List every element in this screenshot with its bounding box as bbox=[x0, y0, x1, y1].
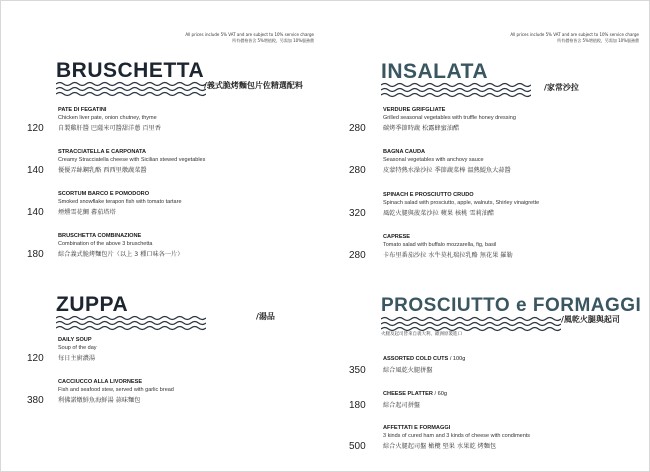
item-price: 280 bbox=[349, 250, 366, 261]
menu-item bbox=[326, 107, 650, 141]
item-name: DAILY SOUP bbox=[58, 337, 92, 343]
item-price: 180 bbox=[349, 400, 366, 411]
item-chinese-name: 自製雞肝醬 巴薩米可醬甜洋蔥 百里香 bbox=[58, 125, 161, 132]
item-chinese-name: 每日主廚濃湯 bbox=[58, 355, 96, 362]
section-title: INSALATA bbox=[381, 60, 489, 83]
section-subtitle: /風乾火腿與起司 bbox=[561, 315, 620, 324]
section-title: BRUSCHETTA bbox=[56, 59, 205, 82]
item-price: 120 bbox=[27, 353, 44, 364]
wave-divider-icon bbox=[381, 82, 531, 98]
section-title: ZUPPA bbox=[56, 293, 129, 316]
item-name: CACCIUCCO ALLA LIVORNESE bbox=[58, 379, 143, 385]
wave-divider-icon bbox=[381, 316, 561, 332]
item-name-text: ASSORTED COLD CUTS bbox=[383, 356, 449, 362]
menu-item bbox=[1, 107, 326, 141]
item-description: Smoked snowflake terapon fish with tomato tartare bbox=[58, 199, 182, 205]
price-notice-zh: 所有價格皆含 5%增值稅，另需加 10%服務費 bbox=[557, 38, 639, 43]
item-chinese-name: 利佛諾燉鮮魚海鮮湯 蒜味麵包 bbox=[58, 397, 141, 404]
item-description: Fish and seafood stew, served with garlic bread bbox=[58, 387, 174, 393]
menu-item bbox=[1, 191, 326, 225]
menu-item bbox=[326, 192, 650, 226]
item-name bbox=[383, 356, 465, 362]
item-price: 180 bbox=[27, 249, 44, 260]
item-quantity: / 60g bbox=[432, 391, 447, 397]
item-name: BAGNA CAUDA bbox=[383, 149, 426, 155]
section-header bbox=[381, 294, 650, 337]
item-price: 320 bbox=[349, 208, 366, 219]
section-header bbox=[56, 59, 326, 99]
wave-divider-icon bbox=[56, 315, 206, 331]
menu-item bbox=[326, 425, 650, 459]
item-chinese-name: 碳烤季節時蔬 松露蜂蜜油醋 bbox=[383, 125, 460, 132]
menu-item bbox=[326, 356, 650, 390]
item-description: 3 kinds of cured ham and 3 kinds of cheese with condiments bbox=[383, 433, 531, 439]
item-description: Tomato salad with buffalo mozzarella, fig, basil bbox=[383, 242, 497, 248]
menu-item bbox=[1, 379, 326, 413]
item-name: BRUSCHETTA COMBINAZIONE bbox=[58, 233, 142, 239]
item-description: Creamy Stracciatella cheese with Sicilian stewed vegetables bbox=[58, 157, 206, 163]
item-chinese-name: 風乾火腿與菠菜沙拉 蘋果 核桃 雪莉油醋 bbox=[383, 210, 495, 217]
item-name: SCORTUM BARCO E POMODORO bbox=[58, 191, 150, 197]
item-description: Combination of the above 3 bruschetta bbox=[58, 241, 153, 247]
right-column bbox=[326, 1, 650, 472]
item-name: CAPRESE bbox=[383, 234, 411, 240]
section-subtitle: /家常沙拉 bbox=[544, 83, 579, 92]
price-notice bbox=[114, 32, 314, 44]
left-column bbox=[1, 1, 326, 472]
item-description: Chicken liver pate, onion chutney, thyme bbox=[58, 115, 157, 121]
item-chinese-name: 煙燻雪花鯛 蕃茄塔塔 bbox=[58, 209, 116, 216]
item-name bbox=[383, 391, 447, 397]
menu-item bbox=[326, 391, 650, 425]
item-chinese-name: 卡布里番茄沙拉 水牛莫札瑞拉乳酪 無花果 羅勒 bbox=[383, 252, 513, 259]
item-description: Spinach salad with prosciutto, apple, walnuts, Shirley vinaigrette bbox=[383, 200, 540, 206]
item-name-text: CHEESE PLATTER bbox=[383, 391, 433, 397]
item-name: VERDURE GRIFGLIATE bbox=[383, 107, 446, 113]
section-title: PROSCIUTTO e FORMAGGI bbox=[381, 295, 642, 316]
price-notice-en: All prices include 5% VAT and are subject to 10% service charge bbox=[185, 32, 314, 37]
price-notice bbox=[439, 32, 639, 44]
menu-item bbox=[326, 149, 650, 183]
item-chinese-name: 綜合起司拼盤 bbox=[383, 402, 421, 409]
section-subtitle: /湯品 bbox=[256, 312, 275, 321]
menu-item bbox=[1, 233, 326, 267]
item-price: 140 bbox=[27, 165, 44, 176]
item-description: Seasonal vegetables with anchovy sauce bbox=[383, 157, 484, 163]
item-description: Grilled seasonal vegetables with truffle honey dressing bbox=[383, 115, 516, 121]
item-name: SPINACH E PROSCIUTTO CRUDO bbox=[383, 192, 474, 198]
wave-divider-icon bbox=[56, 81, 206, 97]
section-header bbox=[381, 60, 650, 100]
item-name: STRACCIATELLA E CARPONATA bbox=[58, 149, 147, 155]
item-price: 500 bbox=[349, 441, 366, 452]
item-name: PATE DI FEGATINI bbox=[58, 107, 107, 113]
item-chinese-name: 優優弄絲鋼乳酪 西西里燉蔬菜醬 bbox=[58, 167, 147, 174]
section-header bbox=[56, 293, 326, 333]
item-chinese-name: 綜合風乾火腿拼盤 bbox=[383, 367, 433, 374]
item-name: AFFETTATI E FORMAGGI bbox=[383, 425, 451, 431]
section-subtitle: /義式脆烤麵包片佐精選配料 bbox=[204, 81, 303, 90]
item-chinese-name: 綜合火腿起司盤 橄欖 堅果 水果乾 烤麵包 bbox=[383, 443, 497, 450]
item-chinese-name: 皮蒙特熱水澡沙拉 季節蔬菜棒 溫熱鯷魚大蒜醬 bbox=[383, 167, 511, 174]
item-price: 280 bbox=[349, 123, 366, 134]
price-notice-zh: 所有價格皆含 5%增值稅，另需加 10%服務費 bbox=[232, 38, 314, 43]
item-quantity: / 100g bbox=[448, 356, 466, 362]
item-price: 120 bbox=[27, 123, 44, 134]
item-price: 380 bbox=[27, 395, 44, 406]
item-price: 350 bbox=[349, 365, 366, 376]
item-description: Soup of the day bbox=[58, 345, 97, 351]
menu-item bbox=[326, 234, 650, 268]
item-chinese-name: 綜合義式脆烤麵包片（以上 3 種口味各一片） bbox=[58, 251, 184, 258]
price-notice-en: All prices include 5% VAT and are subject to 10% service charge bbox=[510, 32, 639, 37]
menu-item bbox=[1, 337, 326, 371]
menu-item bbox=[1, 149, 326, 183]
item-price: 280 bbox=[349, 165, 366, 176]
item-price: 140 bbox=[27, 207, 44, 218]
section-note: 火腿及起司皆來自義大利、歐洲原裝進口 bbox=[381, 332, 462, 337]
